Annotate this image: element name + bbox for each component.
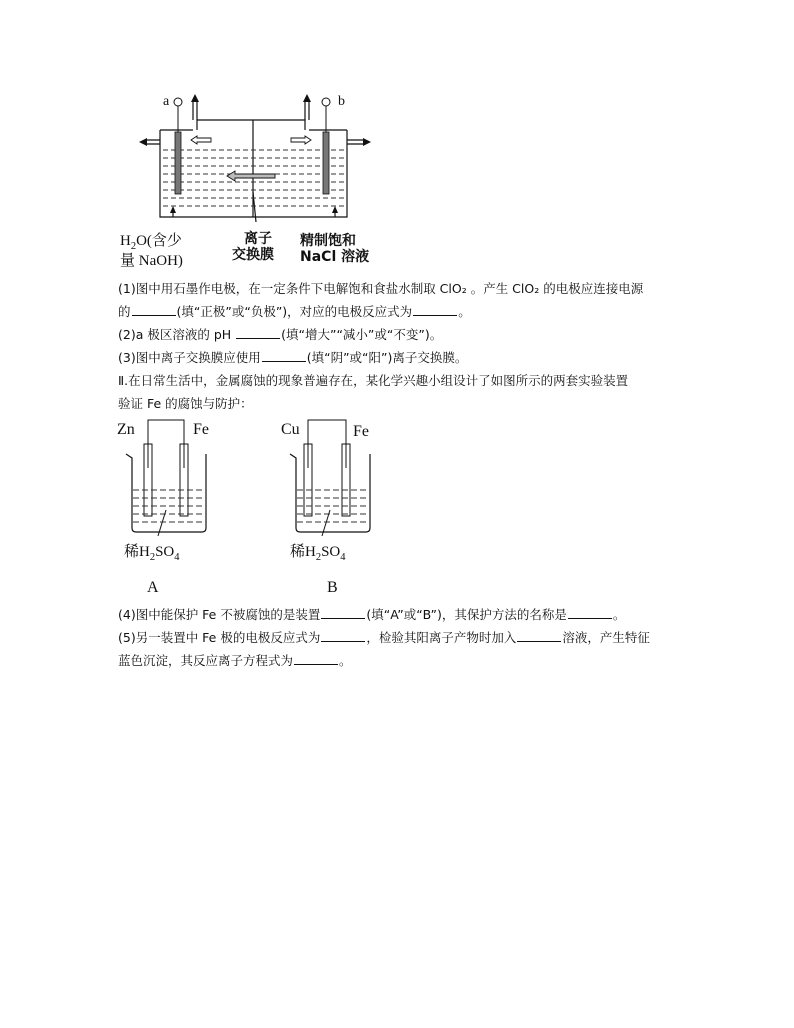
- caption-left: $H_2O$(含少 量 NaOH): [120, 233, 183, 270]
- electrode-a-label: a: [163, 94, 170, 109]
- beaker-a-right-label: Fe: [193, 421, 209, 438]
- beaker-a-caption: A: [147, 579, 159, 596]
- q3-line: (3)图中离子交换膜应使用 (填“阴”或“阳”)离子交换膜。: [118, 350, 468, 365]
- answer-blank[interactable]: [321, 607, 365, 619]
- beaker-a-diagram: [122, 418, 212, 543]
- caption-membrane: 离子 交换膜: [232, 231, 274, 264]
- beaker-a-left-label: Zn: [117, 421, 135, 438]
- beaker-b-left-label: Cu: [281, 421, 300, 438]
- beaker-b-caption: B: [327, 579, 338, 596]
- beaker-b-diagram: [286, 418, 376, 543]
- q1-line2: 的 (填“正极”或“负极”)，对应的电极反应式为 。: [118, 304, 471, 319]
- q1-line1: (1)图中用石墨作电极，在一定条件下电解饱和食盐水制取 ClO₂ 。产生 ClO₂ 的电极应连接电源: [118, 281, 644, 296]
- answer-blank[interactable]: [413, 304, 457, 316]
- answer-blank[interactable]: [132, 304, 176, 316]
- answer-blank[interactable]: [236, 327, 280, 339]
- part2-line1: Ⅱ.在日常生活中，金属腐蚀的现象普遍存在，某化学兴趣小组设计了如图所示的两套实验装置: [118, 373, 629, 388]
- beaker-a-electrolyte: 稀$H_2SO_4$: [124, 544, 180, 563]
- q5-line2: 蓝色沉淀，其反应离子方程式为 。: [118, 653, 352, 668]
- electrode-b-label: b: [338, 94, 345, 109]
- answer-blank[interactable]: [294, 653, 338, 665]
- beaker-b-electrolyte: 稀$H_2SO_4$: [290, 544, 346, 563]
- beaker-b-right-label: Fe: [353, 423, 369, 440]
- answer-blank[interactable]: [262, 350, 306, 362]
- caption-right: 精制饱和 NaCl 溶液: [300, 233, 370, 266]
- part2-line2: 验证 Fe 的腐蚀与防护：: [118, 396, 253, 411]
- q5-line1: (5)另一装置中 Fe 极的电极反应式为 ，检验其阳离子产物时加入 溶液，产生特征: [118, 630, 650, 645]
- q2-line: (2)a 极区溶液的 pH (填“增大”“减小”或“不变”)。: [118, 327, 443, 342]
- answer-blank[interactable]: [517, 630, 561, 642]
- answer-blank[interactable]: [321, 630, 365, 642]
- q4-line: (4)图中能保护 Fe 不被腐蚀的是装置 (填“A”或“B”)，其保护方法的名称是 。: [118, 607, 626, 622]
- electrolysis-cell-diagram: [135, 92, 375, 222]
- answer-blank[interactable]: [568, 607, 612, 619]
